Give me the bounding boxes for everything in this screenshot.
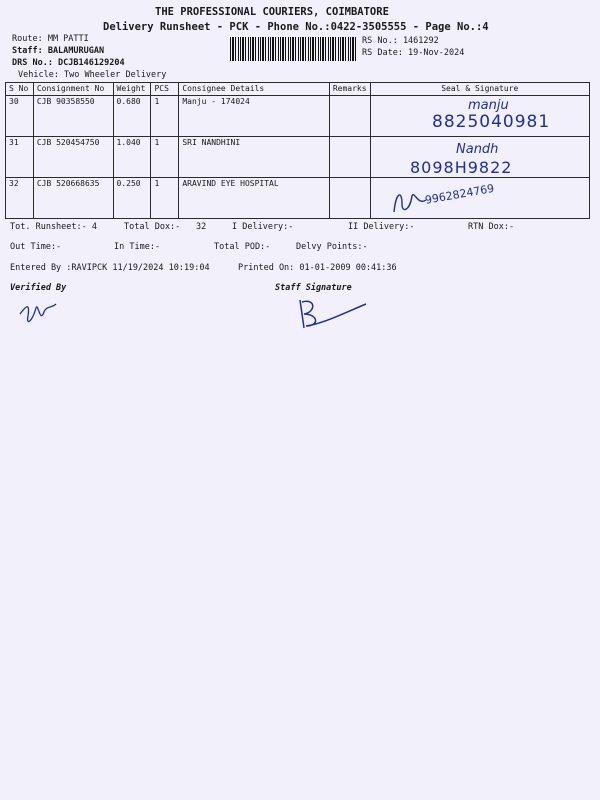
route-label: Route: MM PATTI (12, 34, 89, 44)
cell-consignee: ARAVIND EYE HOSPITAL (179, 178, 329, 219)
vehicle-label: Vehicle: Two Wheeler Delivery (18, 70, 167, 80)
cell-remarks (329, 137, 370, 178)
verified-signature (18, 296, 58, 330)
company-title: THE PROFESSIONAL COURIERS, COIMBATORE (155, 6, 389, 18)
cell-remarks (329, 96, 370, 137)
staff-signature-label: Staff Signature (275, 283, 352, 293)
cell-weight: 0.250 (113, 178, 151, 219)
entered-by: Entered By :RAVIPCK 11/19/2024 10:19:04 (10, 263, 210, 273)
col-pcs: PCS (151, 83, 179, 96)
cell-weight: 1.040 (113, 137, 151, 178)
rs-number: RS No.: 1461292 (362, 36, 439, 46)
col-consignment: Consignment No (33, 83, 113, 96)
ii-delivery-label: II Delivery:- (348, 222, 415, 232)
i-delivery-label: I Delivery:- (232, 222, 294, 232)
cell-pcs: 1 (151, 137, 179, 178)
cell-consignment: CJB 520668635 (33, 178, 113, 219)
cell-pcs: 1 (151, 96, 179, 137)
cell-weight: 0.680 (113, 96, 151, 137)
total-dox-label: Total Dox:- (124, 222, 181, 232)
cell-pcs: 1 (151, 178, 179, 219)
cell-remarks (329, 178, 370, 219)
signature-name-1: manju (468, 98, 509, 113)
cell-sno: 30 (6, 96, 34, 137)
signature-name-2: Nandh (456, 142, 499, 157)
signature-scribble-3 (390, 186, 430, 218)
cell-sno: 31 (6, 137, 34, 178)
staff-label: Staff: BALAMURUGAN (12, 46, 105, 56)
col-weight: Weight (113, 83, 151, 96)
col-seal-signature: Seal & Signature (370, 83, 589, 96)
cell-consignee: Manju - 174024 (179, 96, 329, 137)
verified-by-label: Verified By (10, 283, 67, 293)
rtn-dox-label: RTN Dox:- (468, 222, 515, 232)
table-row (6, 178, 590, 219)
total-pod-label: Total POD:- (214, 242, 271, 252)
in-time-label: In Time:- (114, 242, 161, 252)
out-time-label: Out Time:- (10, 242, 62, 252)
runsheet-subtitle: Delivery Runsheet - PCK - Phone No.:0422-3505555 - Page No.:4 (103, 21, 489, 33)
rs-date: RS Date: 19-Nov-2024 (362, 48, 465, 58)
signature-phone-3: 9962824769 (424, 181, 496, 207)
col-sno: S No (6, 83, 34, 96)
signature-phone-2: 8098H9822 (410, 158, 513, 177)
col-remarks: Remarks (329, 83, 370, 96)
delvy-points-label: Delvy Points:- (296, 242, 368, 252)
barcode (230, 37, 358, 61)
col-consignee: Consignee Details (179, 83, 329, 96)
tot-runsheet: Tot. Runsheet:- 4 (10, 222, 97, 232)
total-dox-value: 32 (196, 222, 207, 232)
cell-consignee: SRI NANDHINI (179, 137, 329, 178)
cell-consignment: CJB 520454750 (33, 137, 113, 178)
cell-consignment: CJB 90358550 (33, 96, 113, 137)
cell-sno: 32 (6, 178, 34, 219)
table-header-row (6, 83, 590, 96)
printed-on: Printed On: 01-01-2009 00:41:36 (238, 263, 397, 273)
signature-phone-1: 8825040981 (432, 112, 551, 132)
drs-number: DRS No.: DCJB146129204 (12, 58, 125, 68)
staff-signature (292, 294, 372, 334)
